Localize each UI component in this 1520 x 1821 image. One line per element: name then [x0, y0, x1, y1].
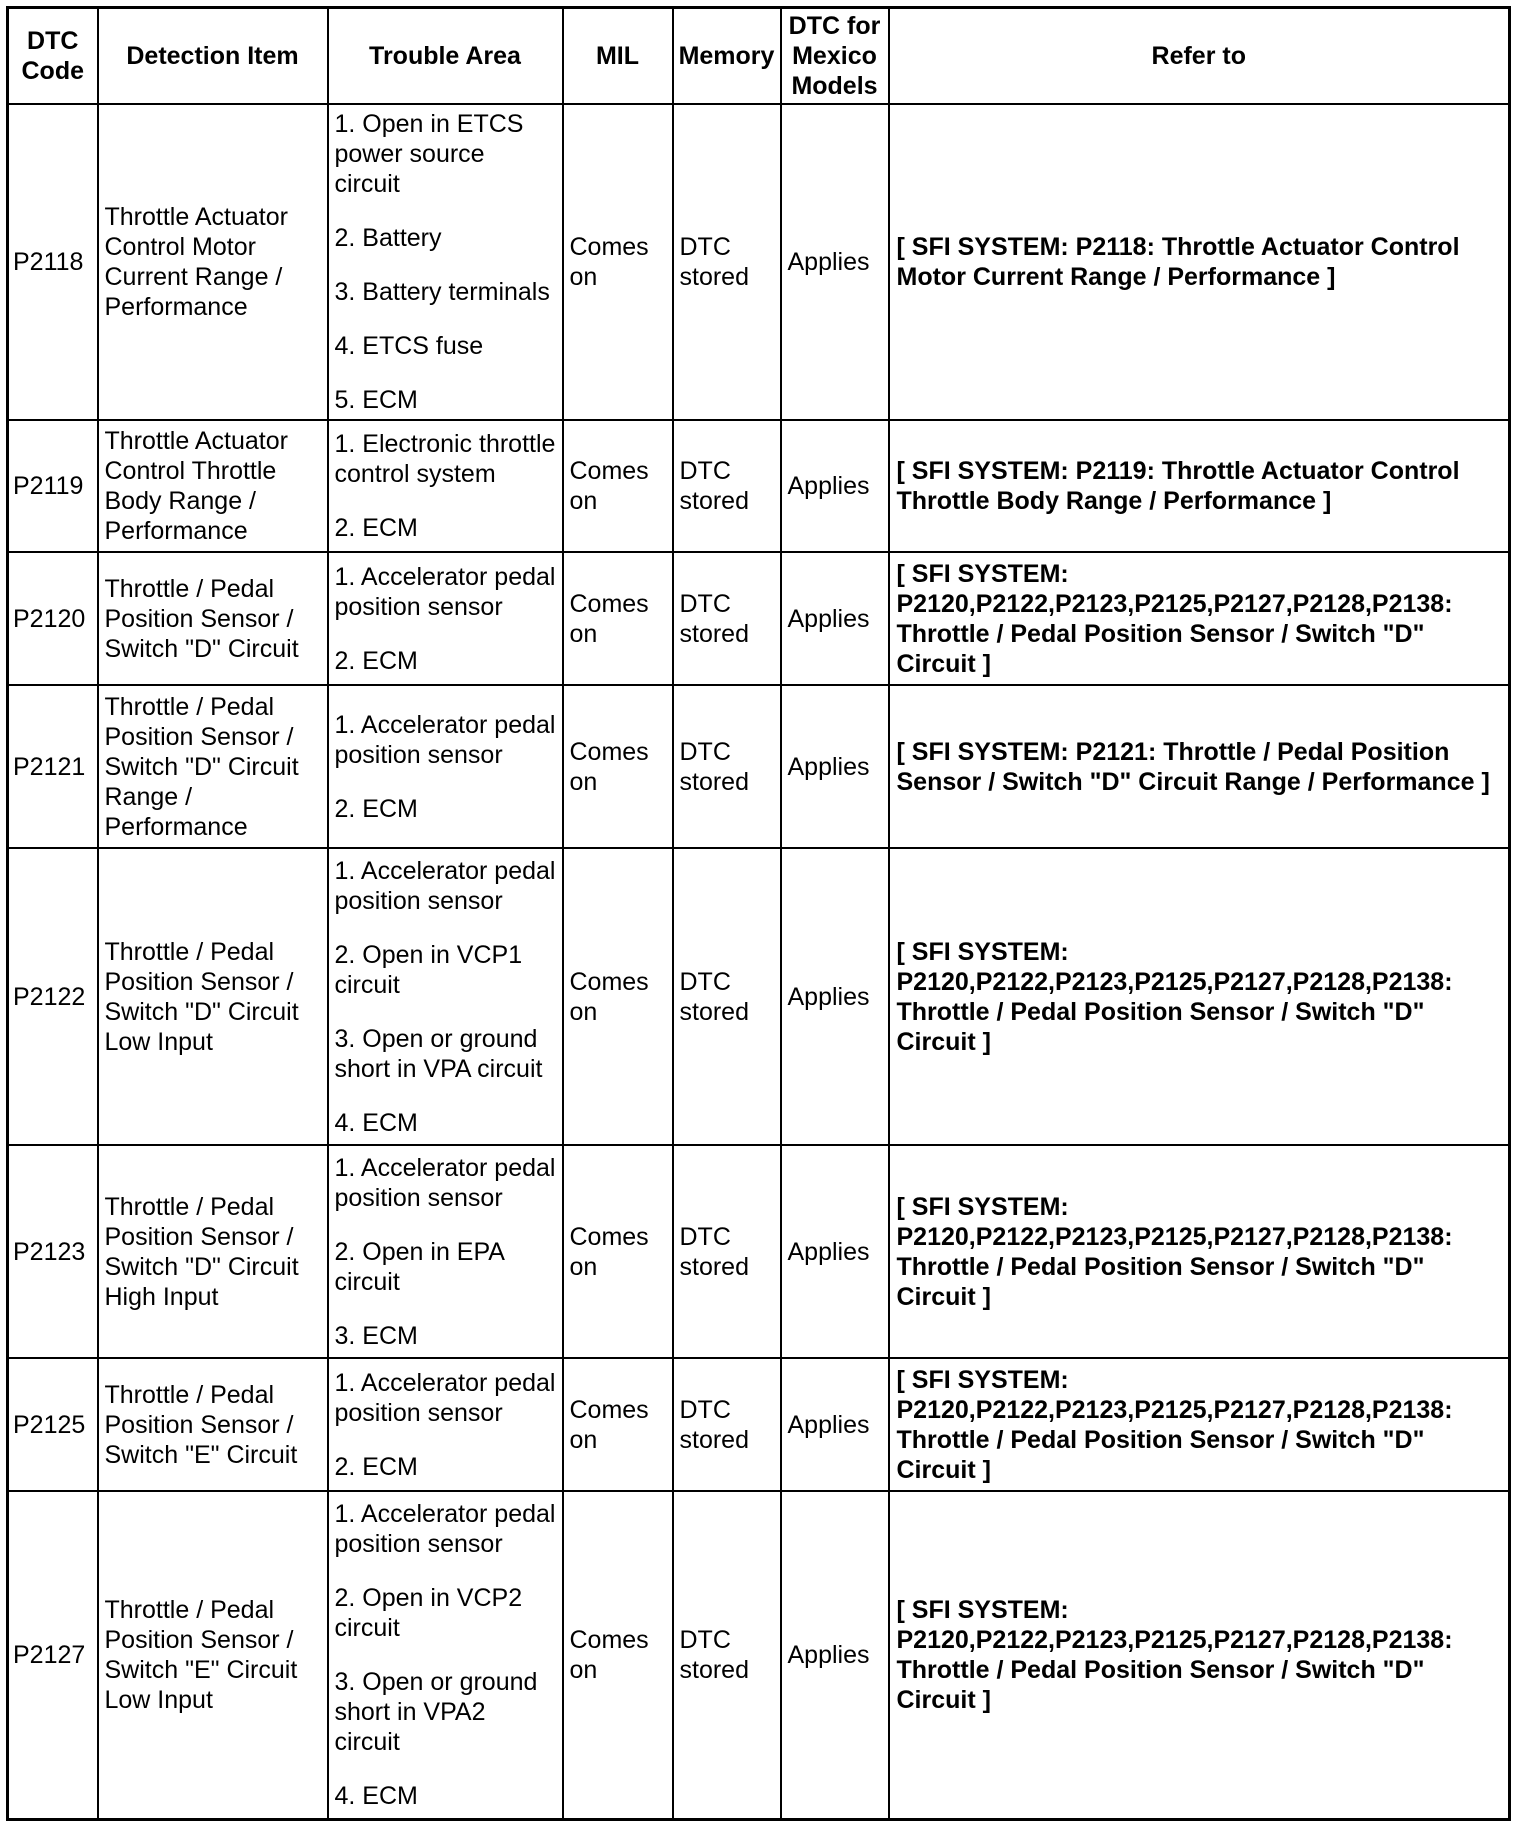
mexico-cell: Applies [781, 1145, 889, 1358]
detection-item-cell: Throttle / Pedal Position Sensor / Switch "E" Circuit [98, 1358, 328, 1491]
detection-item-cell: Throttle / Pedal Position Sensor / Switch "D" Circuit High Input [98, 1145, 328, 1358]
memory-cell: DTC stored [673, 104, 781, 420]
trouble-area-item: 1. Accelerator pedal position sensor [334, 710, 556, 769]
memory-cell: DTC stored [673, 1145, 781, 1358]
header-mil: MIL [563, 8, 673, 105]
memory-cell: DTC stored [673, 848, 781, 1145]
refer-to-cell: [ SFI SYSTEM: P2120,P2122,P2123,P2125,P2127,P2128,P2138: Throttle / Pedal Position Sensor / Switch "D" Circuit ] [889, 1491, 1510, 1819]
trouble-area-item: 2. Battery [334, 224, 442, 252]
mil-cell: Comes on [563, 552, 673, 685]
mil-cell: Comes on [563, 848, 673, 1145]
trouble-area-item: 2. Open in VCP1 circuit [334, 940, 523, 999]
dtc-code-cell: P2119 [8, 420, 98, 552]
detection-item-cell: Throttle / Pedal Position Sensor / Switch "D" Circuit Low Input [98, 848, 328, 1145]
mil-cell: Comes on [563, 1491, 673, 1819]
table-row [8, 1145, 1510, 1358]
dtc-table [6, 6, 1511, 1821]
trouble-area-cell [328, 420, 563, 552]
refer-to-cell: [ SFI SYSTEM: P2120,P2122,P2123,P2125,P2127,P2128,P2138: Throttle / Pedal Position Sensor / Switch "D" Circuit ] [889, 1358, 1510, 1491]
trouble-area-cell [328, 1145, 563, 1358]
trouble-area-item: 5. ECM [334, 386, 418, 414]
refer-to-cell: [ SFI SYSTEM: P2121: Throttle / Pedal Position Sensor / Switch "D" Circuit Range / Performance ] [889, 685, 1510, 848]
trouble-area-list [335, 710, 556, 824]
trouble-area-item: 1. Accelerator pedal position sensor [334, 856, 556, 915]
refer-to-cell: [ SFI SYSTEM: P2120,P2122,P2123,P2125,P2127,P2128,P2138: Throttle / Pedal Position Sensor / Switch "D" Circuit ] [889, 552, 1510, 685]
trouble-area-list [335, 109, 556, 415]
mexico-cell: Applies [781, 552, 889, 685]
trouble-area-cell [328, 552, 563, 685]
trouble-area-list [335, 562, 556, 676]
dtc-code-cell: P2122 [8, 848, 98, 1145]
memory-cell: DTC stored [673, 685, 781, 848]
trouble-area-item: 4. ECM [334, 1108, 418, 1137]
table-row [8, 848, 1510, 1145]
mil-cell: Comes on [563, 685, 673, 848]
dtc-code-cell: P2121 [8, 685, 98, 848]
trouble-area-cell [328, 685, 563, 848]
table-row [8, 1491, 1510, 1819]
trouble-area-list [335, 1368, 556, 1482]
detection-item-cell: Throttle / Pedal Position Sensor / Switch "D" Circuit [98, 552, 328, 685]
memory-cell: DTC stored [673, 552, 781, 685]
trouble-area-list [335, 856, 556, 1138]
trouble-area-item: 2. ECM [334, 1452, 418, 1481]
table-row [8, 552, 1510, 685]
trouble-area-item: 1. Open in ETCS power source circuit [334, 110, 524, 198]
trouble-area-item: 1. Accelerator pedal position sensor [334, 1368, 556, 1427]
trouble-area-item: 1. Accelerator pedal position sensor [334, 1499, 556, 1558]
refer-to-cell: [ SFI SYSTEM: P2118: Throttle Actuator Control Motor Current Range / Performance ] [889, 104, 1510, 420]
memory-cell: DTC stored [673, 420, 781, 552]
dtc-code-cell: P2123 [8, 1145, 98, 1358]
trouble-area-item: 2. ECM [334, 794, 418, 823]
trouble-area-item: 1. Accelerator pedal position sensor [334, 562, 556, 621]
mil-cell: Comes on [563, 1145, 673, 1358]
detection-item-cell: Throttle / Pedal Position Sensor / Switch "D" Circuit Range / Performance [98, 685, 328, 848]
refer-to-cell: [ SFI SYSTEM: P2120,P2122,P2123,P2125,P2127,P2128,P2138: Throttle / Pedal Position Sensor / Switch "D" Circuit ] [889, 1145, 1510, 1358]
mil-cell: Comes on [563, 420, 673, 552]
mexico-cell: Applies [781, 685, 889, 848]
trouble-area-item: 3. Open or ground short in VPA2 circuit [334, 1667, 538, 1756]
trouble-area-item: 3. ECM [334, 1321, 418, 1350]
dtc-code-cell: P2118 [8, 104, 98, 420]
mil-cell: Comes on [563, 104, 673, 420]
trouble-area-list [335, 429, 556, 543]
mexico-cell: Applies [781, 1491, 889, 1819]
refer-to-cell: [ SFI SYSTEM: P2119: Throttle Actuator Control Throttle Body Range / Performance ] [889, 420, 1510, 552]
trouble-area-item: 2. Open in VCP2 circuit [334, 1583, 523, 1642]
header-memory: Memory [673, 8, 781, 105]
trouble-area-item: 1. Electronic throttle control system [334, 430, 556, 488]
detection-item-cell: Throttle / Pedal Position Sensor / Switch "E" Circuit Low Input [98, 1491, 328, 1819]
mexico-cell: Applies [781, 1358, 889, 1491]
header-detection-item: Detection Item [98, 8, 328, 105]
trouble-area-item: 3. Open or ground short in VPA circuit [334, 1024, 543, 1083]
trouble-area-item: 4. ECM [334, 1781, 418, 1810]
trouble-area-item: 4. ETCS fuse [334, 332, 484, 360]
table-row [8, 1358, 1510, 1491]
header-trouble-area: Trouble Area [328, 8, 563, 105]
trouble-area-item: 2. ECM [334, 646, 418, 675]
header-refer-to: Refer to [889, 8, 1510, 105]
memory-cell: DTC stored [673, 1491, 781, 1819]
header-row [8, 8, 1510, 105]
mexico-cell: Applies [781, 420, 889, 552]
trouble-area-cell [328, 848, 563, 1145]
mexico-cell: Applies [781, 848, 889, 1145]
trouble-area-item: 1. Accelerator pedal position sensor [334, 1153, 556, 1212]
trouble-area-list [335, 1499, 556, 1811]
mexico-cell: Applies [781, 104, 889, 420]
trouble-area-item: 3. Battery terminals [334, 278, 550, 306]
trouble-area-cell [328, 1358, 563, 1491]
dtc-code-cell: P2125 [8, 1358, 98, 1491]
trouble-area-item: 2. ECM [334, 514, 418, 542]
detection-item-cell: Throttle Actuator Control Motor Current Range / Performance [98, 104, 328, 420]
memory-cell: DTC stored [673, 1358, 781, 1491]
dtc-code-cell: P2127 [8, 1491, 98, 1819]
table-header [8, 8, 1510, 105]
trouble-area-cell [328, 104, 563, 420]
trouble-area-list [335, 1153, 556, 1351]
table-row [8, 420, 1510, 552]
detection-item-cell: Throttle Actuator Control Throttle Body Range / Performance [98, 420, 328, 552]
trouble-area-cell [328, 1491, 563, 1819]
dtc-code-cell: P2120 [8, 552, 98, 685]
table-row [8, 685, 1510, 848]
table-body [8, 104, 1510, 1819]
table-row [8, 104, 1510, 420]
header-dtc-code: DTC Code [8, 8, 98, 105]
refer-to-cell: [ SFI SYSTEM: P2120,P2122,P2123,P2125,P2127,P2128,P2138: Throttle / Pedal Position Sensor / Switch "D" Circuit ] [889, 848, 1510, 1145]
trouble-area-item: 2. Open in EPA circuit [334, 1237, 504, 1296]
mil-cell: Comes on [563, 1358, 673, 1491]
header-dtc-mexico: DTC for Mexico Models [781, 8, 889, 105]
